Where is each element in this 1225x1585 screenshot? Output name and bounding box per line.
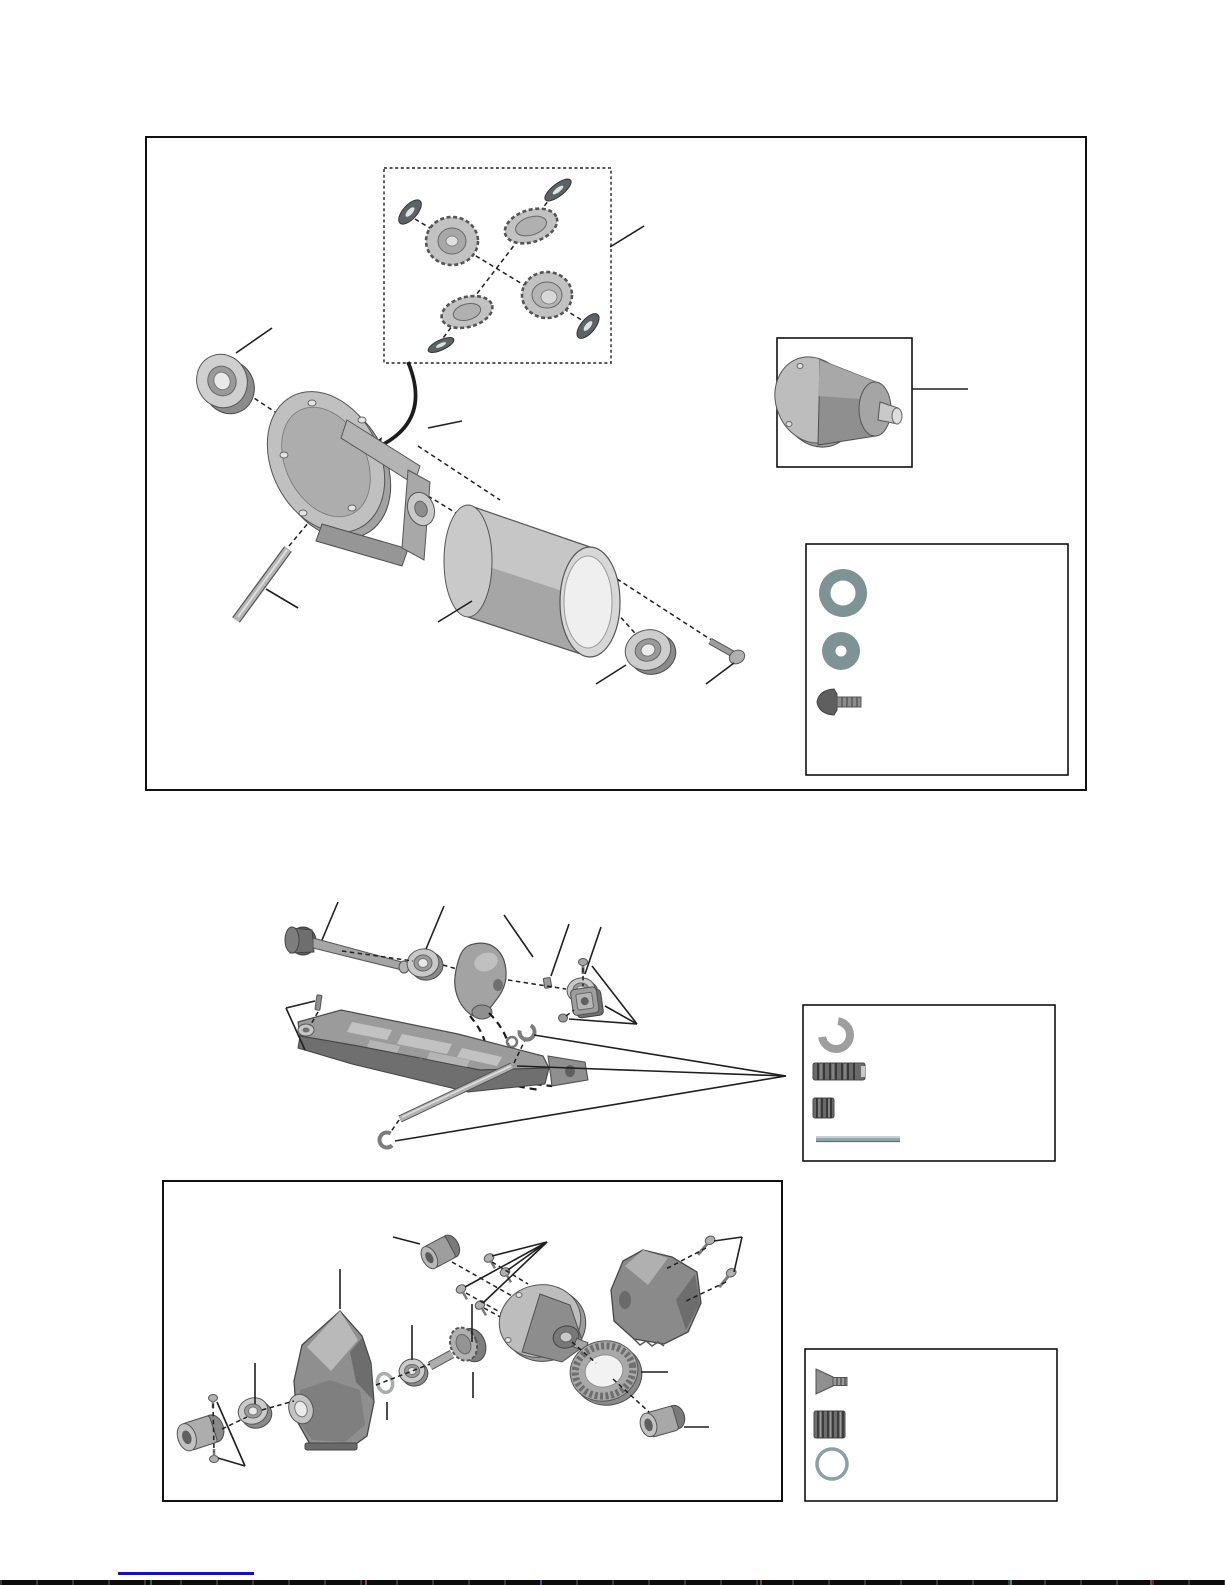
shim-washer bbox=[395, 196, 425, 228]
differential-carrier bbox=[244, 372, 439, 566]
figure-suspension-arm bbox=[285, 902, 1055, 1161]
set-screw-short-icon bbox=[813, 1098, 834, 1118]
shim-washer bbox=[426, 335, 456, 356]
bevel-gear-detail-box bbox=[384, 168, 611, 363]
lock-nut bbox=[559, 1010, 575, 1022]
shim-washer bbox=[573, 310, 603, 342]
e-clip-icon bbox=[822, 1021, 850, 1049]
leader-line bbox=[428, 421, 462, 428]
legend-suspension bbox=[803, 1005, 1055, 1161]
ball-bearing bbox=[404, 946, 445, 983]
leader-line bbox=[504, 915, 533, 957]
washer-small-hole bbox=[836, 646, 847, 657]
bevel-gear bbox=[500, 202, 561, 249]
bevel-gear bbox=[522, 272, 572, 318]
leader-line bbox=[322, 902, 338, 940]
drive-coupler bbox=[418, 1232, 464, 1272]
ball-bearing-right bbox=[396, 1355, 432, 1389]
flat-head-screw-icon bbox=[816, 1369, 847, 1394]
e-clip bbox=[520, 1025, 535, 1040]
steering-knuckle bbox=[455, 943, 506, 1019]
pin-shaft bbox=[236, 549, 288, 620]
figure-differential bbox=[146, 137, 1086, 790]
shim-washer bbox=[542, 175, 575, 204]
leader-line bbox=[610, 226, 644, 247]
leader-line bbox=[706, 663, 734, 684]
button-head-screw-icon bbox=[817, 689, 861, 715]
bevel-gear bbox=[426, 217, 478, 265]
o-ring-icon bbox=[817, 1449, 847, 1479]
assembled-differential-callout bbox=[762, 338, 968, 467]
leader-line bbox=[426, 906, 444, 949]
gearbox-housing-left bbox=[285, 1311, 374, 1450]
legend-gearbox bbox=[805, 1349, 1057, 1501]
footer-blue-rule bbox=[118, 1572, 254, 1575]
mount-screws bbox=[209, 1395, 246, 1467]
leader-line bbox=[236, 328, 272, 353]
gearbox-housing-right bbox=[611, 1250, 701, 1346]
drive-shaft bbox=[285, 927, 409, 973]
small-ring bbox=[507, 1037, 517, 1047]
figure-gearbox bbox=[163, 1181, 1057, 1501]
bevel-gear bbox=[438, 291, 496, 333]
legend-differential bbox=[806, 544, 1068, 775]
leader-line bbox=[551, 924, 569, 976]
hinge-pin-rod-icon bbox=[816, 1136, 900, 1142]
leader-line bbox=[393, 1237, 420, 1244]
outdrive-left bbox=[174, 1412, 227, 1453]
grub-screw-icon bbox=[814, 1411, 845, 1438]
ball-bearing-large bbox=[188, 346, 263, 422]
pinion-gear-shaft bbox=[430, 1321, 490, 1368]
leader-line bbox=[266, 589, 298, 608]
page-footer bbox=[0, 1572, 1225, 1585]
e-clip bbox=[380, 1133, 395, 1148]
shim-washer bbox=[375, 1372, 394, 1394]
round-head-screw bbox=[710, 641, 747, 667]
washer-large-hole bbox=[831, 581, 856, 606]
ball-bearing-small bbox=[620, 624, 681, 680]
differential-case-cup bbox=[444, 505, 620, 657]
suspension-arm bbox=[298, 1010, 588, 1092]
wheel-hub bbox=[570, 986, 604, 1019]
set-screw-long-icon bbox=[813, 1063, 865, 1080]
leader-line bbox=[596, 665, 626, 684]
